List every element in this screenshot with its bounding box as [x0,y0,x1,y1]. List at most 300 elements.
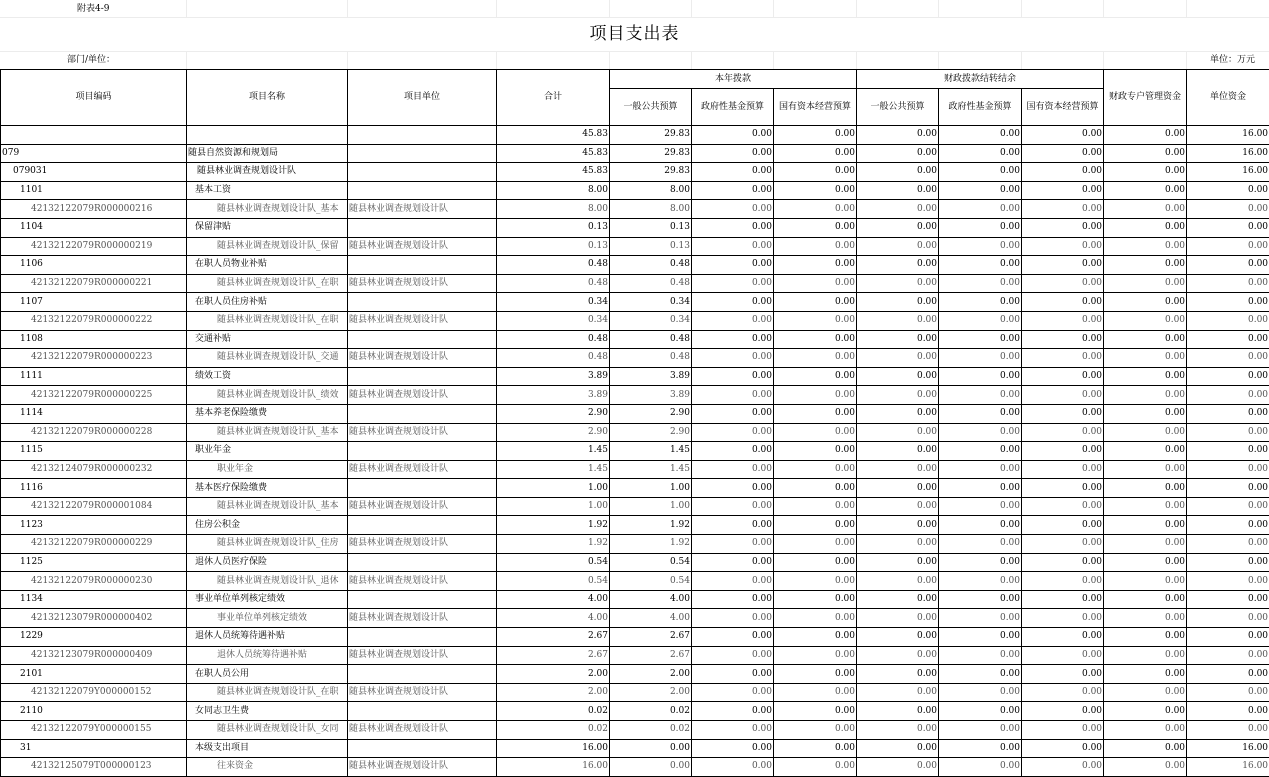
cell-amount: 1.00 [610,479,692,498]
header-name: 项目名称 [187,70,348,126]
cell-amount: 1.92 [497,535,610,554]
cell-code [1,126,187,145]
cell-name: 职业年金 [187,442,348,461]
cell-amount: 0.00 [692,572,774,591]
cell-amount: 0.02 [497,702,610,721]
cell-amount: 0.00 [1187,423,1269,442]
table-row [1,628,1269,647]
table-row [1,423,1269,442]
cell-amount: 0.00 [1022,311,1104,330]
cell-amount: 0.00 [692,256,774,275]
cell-code: 42132125079T000000123 [1,758,187,777]
cell-amount: 0.00 [1104,590,1187,609]
cell-amount: 3.89 [497,367,610,386]
cell-code: 1111 [1,367,187,386]
cell-amount: 0.00 [1022,126,1104,145]
header-own-funds: 单位资金 [1187,70,1269,126]
cell-amount: 45.83 [497,126,610,145]
cell-code: 079 [1,144,187,163]
cell-code: 42132122079R000001084 [1,497,187,516]
cell-amount: 0.00 [857,349,939,368]
cell-amount: 0.00 [692,516,774,535]
cell-amount: 0.00 [939,590,1022,609]
cell-amount: 0.00 [774,535,857,554]
cell-amount: 0.00 [774,200,857,219]
cell-amount: 0.00 [692,609,774,628]
cell-amount: 0.00 [939,144,1022,163]
cell-amount: 0.00 [692,144,774,163]
cell-amount: 0.00 [857,739,939,758]
cell-code: 42132122079R000000230 [1,572,187,591]
cell-amount: 0.00 [857,423,939,442]
cell-amount: 0.00 [1187,460,1269,479]
cell-code: 1125 [1,553,187,572]
cell-unit [348,442,497,461]
cell-amount: 3.89 [610,386,692,405]
cell-amount: 29.83 [610,144,692,163]
cell-amount: 0.00 [939,200,1022,219]
cell-name: 住房公积金 [187,516,348,535]
cell-amount: 0.48 [497,274,610,293]
cell-amount: 0.00 [1104,535,1187,554]
cell-unit [348,553,497,572]
cell-amount: 0.00 [1022,274,1104,293]
cell-amount: 0.00 [1104,163,1187,182]
cell-amount: 1.92 [497,516,610,535]
table-row [1,330,1269,349]
cell-code: 42132122079R000000223 [1,349,187,368]
cell-amount: 0.00 [1022,218,1104,237]
cell-name: 职业年金 [187,460,348,479]
cell-amount: 0.34 [497,293,610,312]
cell-amount: 1.92 [610,516,692,535]
table-row [1,683,1269,702]
cell-amount: 0.00 [692,460,774,479]
cell-amount: 0.00 [857,758,939,777]
header-special-account: 财政专户管理资金 [1104,70,1187,126]
cell-amount: 2.90 [497,423,610,442]
cell-amount: 16.00 [1187,739,1269,758]
cell-amount: 1.92 [610,535,692,554]
cell-amount: 0.00 [774,758,857,777]
cell-amount: 0.00 [1022,758,1104,777]
cell-amount: 0.00 [1104,553,1187,572]
cell-amount: 0.00 [1022,609,1104,628]
cell-amount: 0.34 [497,311,610,330]
cell-amount: 0.00 [692,758,774,777]
cell-unit: 随县林业调查规划设计队 [348,460,497,479]
cell-amount: 0.00 [692,237,774,256]
cell-amount: 0.00 [857,144,939,163]
cell-amount: 0.00 [1187,590,1269,609]
cell-amount: 0.00 [1187,721,1269,740]
cell-amount: 0.00 [1022,535,1104,554]
cell-amount: 0.00 [1022,256,1104,275]
cell-unit: 随县林业调查规划设计队 [348,646,497,665]
cell-amount: 0.00 [692,349,774,368]
cell-amount: 0.00 [774,404,857,423]
cell-unit: 随县林业调查规划设计队 [348,274,497,293]
cell-code: 1115 [1,442,187,461]
cell-amount: 8.00 [610,181,692,200]
cell-amount: 16.00 [1187,758,1269,777]
cell-amount: 0.00 [1104,646,1187,665]
cell-amount: 0.00 [939,479,1022,498]
cell-amount: 0.00 [774,683,857,702]
cell-code: 1114 [1,404,187,423]
cell-amount: 0.00 [774,572,857,591]
cell-amount: 0.00 [692,702,774,721]
cell-amount: 16.00 [1187,163,1269,182]
cell-unit: 随县林业调查规划设计队 [348,423,497,442]
cell-amount: 0.00 [1022,702,1104,721]
cell-amount: 0.00 [1187,535,1269,554]
header-carry-general-budget: 一般公共预算 [857,89,939,126]
cell-amount: 0.00 [1187,349,1269,368]
cell-amount: 1.45 [497,442,610,461]
cell-amount: 0.00 [692,479,774,498]
cell-amount: 0.00 [692,218,774,237]
cell-amount: 0.00 [1187,683,1269,702]
cell-amount: 0.00 [1022,683,1104,702]
cell-amount: 0.00 [1022,386,1104,405]
header-gov-fund: 政府性基金预算 [692,89,774,126]
cell-unit: 随县林业调查规划设计队 [348,535,497,554]
cell-amount: 0.48 [497,330,610,349]
cell-amount: 0.00 [939,218,1022,237]
cell-amount: 0.00 [857,311,939,330]
cell-amount: 0.48 [610,349,692,368]
cell-amount: 0.00 [1104,274,1187,293]
cell-amount: 0.00 [692,367,774,386]
cell-amount: 0.00 [1104,256,1187,275]
table-row [1,665,1269,684]
cell-amount: 0.00 [857,367,939,386]
cell-name: 退休人员统筹待遇补贴 [187,646,348,665]
cell-amount: 29.83 [610,163,692,182]
cell-amount: 0.00 [774,609,857,628]
cell-code: 42132124079R000000232 [1,460,187,479]
cell-amount: 0.00 [692,293,774,312]
cell-name: 随县林业调查规划设计队_在职 [187,274,348,293]
cell-unit: 随县林业调查规划设计队 [348,721,497,740]
cell-amount: 0.00 [939,311,1022,330]
table-row [1,163,1269,182]
cell-amount: 0.02 [497,721,610,740]
cell-amount: 4.00 [610,609,692,628]
table-row [1,404,1269,423]
cell-amount: 4.00 [497,609,610,628]
cell-name: 女同志卫生费 [187,702,348,721]
cell-amount: 1.45 [610,442,692,461]
cell-amount: 0.00 [939,665,1022,684]
cell-amount: 0.00 [774,590,857,609]
cell-amount: 2.67 [497,628,610,647]
cell-unit [348,367,497,386]
cell-name: 随县林业调查规划设计队_交通 [187,349,348,368]
cell-amount: 0.00 [692,442,774,461]
cell-amount: 0.00 [1022,572,1104,591]
cell-amount: 0.00 [692,311,774,330]
page-title: 项目支出表 [589,24,680,44]
cell-amount: 0.00 [939,404,1022,423]
cell-amount: 0.00 [1187,665,1269,684]
cell-name: 随县林业调查规划设计队_住房 [187,535,348,554]
table-row [1,497,1269,516]
cell-amount: 8.00 [610,200,692,219]
header-current-year: 本年拨款 [610,70,857,89]
cell-amount: 0.00 [692,646,774,665]
cell-code: 1116 [1,479,187,498]
cell-amount: 0.00 [1187,200,1269,219]
table-row [1,609,1269,628]
cell-amount: 0.00 [692,163,774,182]
cell-amount: 0.00 [692,665,774,684]
cell-name: 事业单位单列核定绩效 [187,609,348,628]
cell-amount: 0.00 [610,739,692,758]
cell-name: 交通补贴 [187,330,348,349]
cell-amount: 4.00 [497,590,610,609]
cell-name: 在职人员公用 [187,665,348,684]
cell-amount: 0.00 [692,423,774,442]
cell-amount: 0.00 [774,721,857,740]
cell-amount: 0.00 [1187,181,1269,200]
cell-amount: 0.00 [692,497,774,516]
cell-amount: 0.00 [774,181,857,200]
cell-amount: 0.13 [497,237,610,256]
cell-amount: 0.00 [1187,404,1269,423]
cell-amount: 0.00 [1187,311,1269,330]
cell-amount: 0.00 [1104,330,1187,349]
cell-amount: 0.00 [774,218,857,237]
cell-code: 1101 [1,181,187,200]
cell-amount: 0.00 [774,386,857,405]
cell-amount: 0.00 [1104,460,1187,479]
cell-name: 随县林业调查规划设计队_基本 [187,497,348,516]
table-row [1,367,1269,386]
table-row [1,572,1269,591]
table-row [1,646,1269,665]
cell-amount: 0.00 [857,665,939,684]
cell-name: 随县林业调查规划设计队_在职 [187,683,348,702]
cell-amount: 0.00 [1104,702,1187,721]
cell-amount: 0.00 [1187,497,1269,516]
cell-amount: 0.00 [857,497,939,516]
cell-amount: 0.00 [857,460,939,479]
table-body [1,126,1269,777]
cell-amount: 0.13 [497,218,610,237]
table-row [1,386,1269,405]
cell-amount: 0.00 [939,181,1022,200]
cell-unit [348,516,497,535]
header-carry-state-capital: 国有资本经营预算 [1022,89,1104,126]
cell-amount: 0.00 [774,163,857,182]
cell-amount: 0.00 [939,739,1022,758]
cell-amount: 0.00 [1104,181,1187,200]
cell-name: 绩效工资 [187,367,348,386]
cell-amount: 0.00 [692,404,774,423]
header-unit: 项目单位 [348,70,497,126]
table-row [1,535,1269,554]
table-row [1,256,1269,275]
cell-amount: 0.00 [939,386,1022,405]
cell-amount: 0.00 [1104,628,1187,647]
cell-amount: 0.00 [857,274,939,293]
cell-amount: 0.00 [1104,665,1187,684]
cell-unit [348,590,497,609]
cell-amount: 0.00 [857,516,939,535]
table-row [1,590,1269,609]
cell-amount: 0.00 [939,683,1022,702]
cell-amount: 0.00 [939,553,1022,572]
cell-amount: 0.00 [774,665,857,684]
cell-code: 1104 [1,218,187,237]
table-row [1,702,1269,721]
cell-amount: 3.89 [497,386,610,405]
cell-amount: 0.00 [857,181,939,200]
cell-amount: 0.00 [774,497,857,516]
cell-amount: 0.00 [692,126,774,145]
cell-amount: 0.00 [857,330,939,349]
cell-unit: 随县林业调查规划设计队 [348,497,497,516]
cell-amount: 0.00 [939,330,1022,349]
cell-name: 基本医疗保险缴费 [187,479,348,498]
cell-code: 1107 [1,293,187,312]
cell-amount: 0.00 [939,293,1022,312]
cell-amount: 0.00 [774,516,857,535]
cell-name: 随县林业调查规划设计队_绩效 [187,386,348,405]
header-total: 合计 [497,70,610,126]
cell-code: 079031 [1,163,187,182]
cell-amount: 0.00 [692,683,774,702]
cell-amount: 0.02 [610,702,692,721]
cell-code: 1123 [1,516,187,535]
cell-amount: 0.00 [692,181,774,200]
table-row [1,442,1269,461]
cell-amount: 0.00 [857,442,939,461]
cell-amount: 0.00 [1187,702,1269,721]
cell-amount: 0.00 [774,311,857,330]
cell-amount: 0.00 [1022,497,1104,516]
cell-amount: 0.00 [939,516,1022,535]
cell-amount: 0.00 [1104,126,1187,145]
cell-amount: 0.00 [774,144,857,163]
cell-code: 1108 [1,330,187,349]
cell-amount: 0.48 [610,274,692,293]
cell-unit: 随县林业调查规划设计队 [348,572,497,591]
cell-amount: 0.00 [1104,311,1187,330]
cell-amount: 2.00 [610,683,692,702]
table-row [1,349,1269,368]
cell-amount: 0.00 [774,367,857,386]
cell-amount: 0.48 [610,256,692,275]
cell-name [187,126,348,145]
cell-amount: 0.00 [857,256,939,275]
cell-amount: 0.00 [774,739,857,758]
cell-amount: 0.00 [774,442,857,461]
cell-amount: 0.00 [857,163,939,182]
cell-name: 基本工资 [187,181,348,200]
cell-amount: 0.00 [1022,590,1104,609]
table-row [1,293,1269,312]
cell-amount: 0.00 [774,479,857,498]
cell-amount: 0.00 [692,739,774,758]
cell-amount: 0.00 [692,274,774,293]
cell-amount: 0.00 [1187,256,1269,275]
cell-amount: 0.00 [692,386,774,405]
cell-amount: 0.00 [1022,553,1104,572]
cell-amount: 0.00 [1104,739,1187,758]
table-row [1,274,1269,293]
cell-amount: 0.00 [774,330,857,349]
cell-amount: 0.00 [857,609,939,628]
cell-code: 42132122079R000000221 [1,274,187,293]
cell-amount: 2.90 [610,423,692,442]
table-row [1,311,1269,330]
cell-amount: 0.00 [939,721,1022,740]
cell-unit: 随县林业调查规划设计队 [348,311,497,330]
cell-name: 事业单位单列核定绩效 [187,590,348,609]
cell-amount: 0.00 [1187,218,1269,237]
cell-amount: 0.00 [1022,163,1104,182]
cell-amount: 0.00 [774,702,857,721]
cell-code: 42132122079R000000216 [1,200,187,219]
cell-code: 1134 [1,590,187,609]
cell-amount: 0.00 [1187,367,1269,386]
cell-amount: 0.00 [1104,404,1187,423]
cell-code: 42132122079Y000000155 [1,721,187,740]
cell-amount: 0.00 [939,423,1022,442]
cell-code: 2110 [1,702,187,721]
cell-code: 42132122079R000000228 [1,423,187,442]
cell-amount: 4.00 [610,590,692,609]
cell-amount: 0.00 [1022,460,1104,479]
cell-amount: 0.00 [1104,442,1187,461]
cell-amount: 0.00 [1022,646,1104,665]
cell-unit [348,702,497,721]
cell-code: 1106 [1,256,187,275]
cell-name: 随县林业调查规划设计队_在职 [187,311,348,330]
table-row [1,516,1269,535]
cell-code: 42132122079R000000222 [1,311,187,330]
cell-amount: 0.13 [610,237,692,256]
cell-amount: 0.00 [1022,628,1104,647]
cell-amount: 0.00 [774,460,857,479]
cell-amount: 0.00 [939,349,1022,368]
cell-amount: 0.00 [1187,293,1269,312]
annex-label: 附表4-9 [77,4,110,14]
cell-amount: 0.54 [497,553,610,572]
cell-amount: 0.00 [939,628,1022,647]
cell-amount: 0.00 [774,553,857,572]
cell-unit [348,739,497,758]
header-code: 项目编码 [1,70,187,126]
cell-amount: 0.48 [610,330,692,349]
cell-amount: 0.00 [774,349,857,368]
cell-amount: 1.00 [497,479,610,498]
cell-name: 保留津贴 [187,218,348,237]
cell-amount: 0.00 [774,628,857,647]
cell-amount: 0.00 [1104,516,1187,535]
cell-amount: 0.00 [939,442,1022,461]
cell-amount: 0.00 [1104,144,1187,163]
cell-amount: 2.90 [610,404,692,423]
cell-amount: 0.00 [857,535,939,554]
cell-amount: 1.45 [610,460,692,479]
cell-unit [348,330,497,349]
cell-name: 随县林业调查规划设计队 [187,163,348,182]
cell-amount: 0.00 [774,293,857,312]
